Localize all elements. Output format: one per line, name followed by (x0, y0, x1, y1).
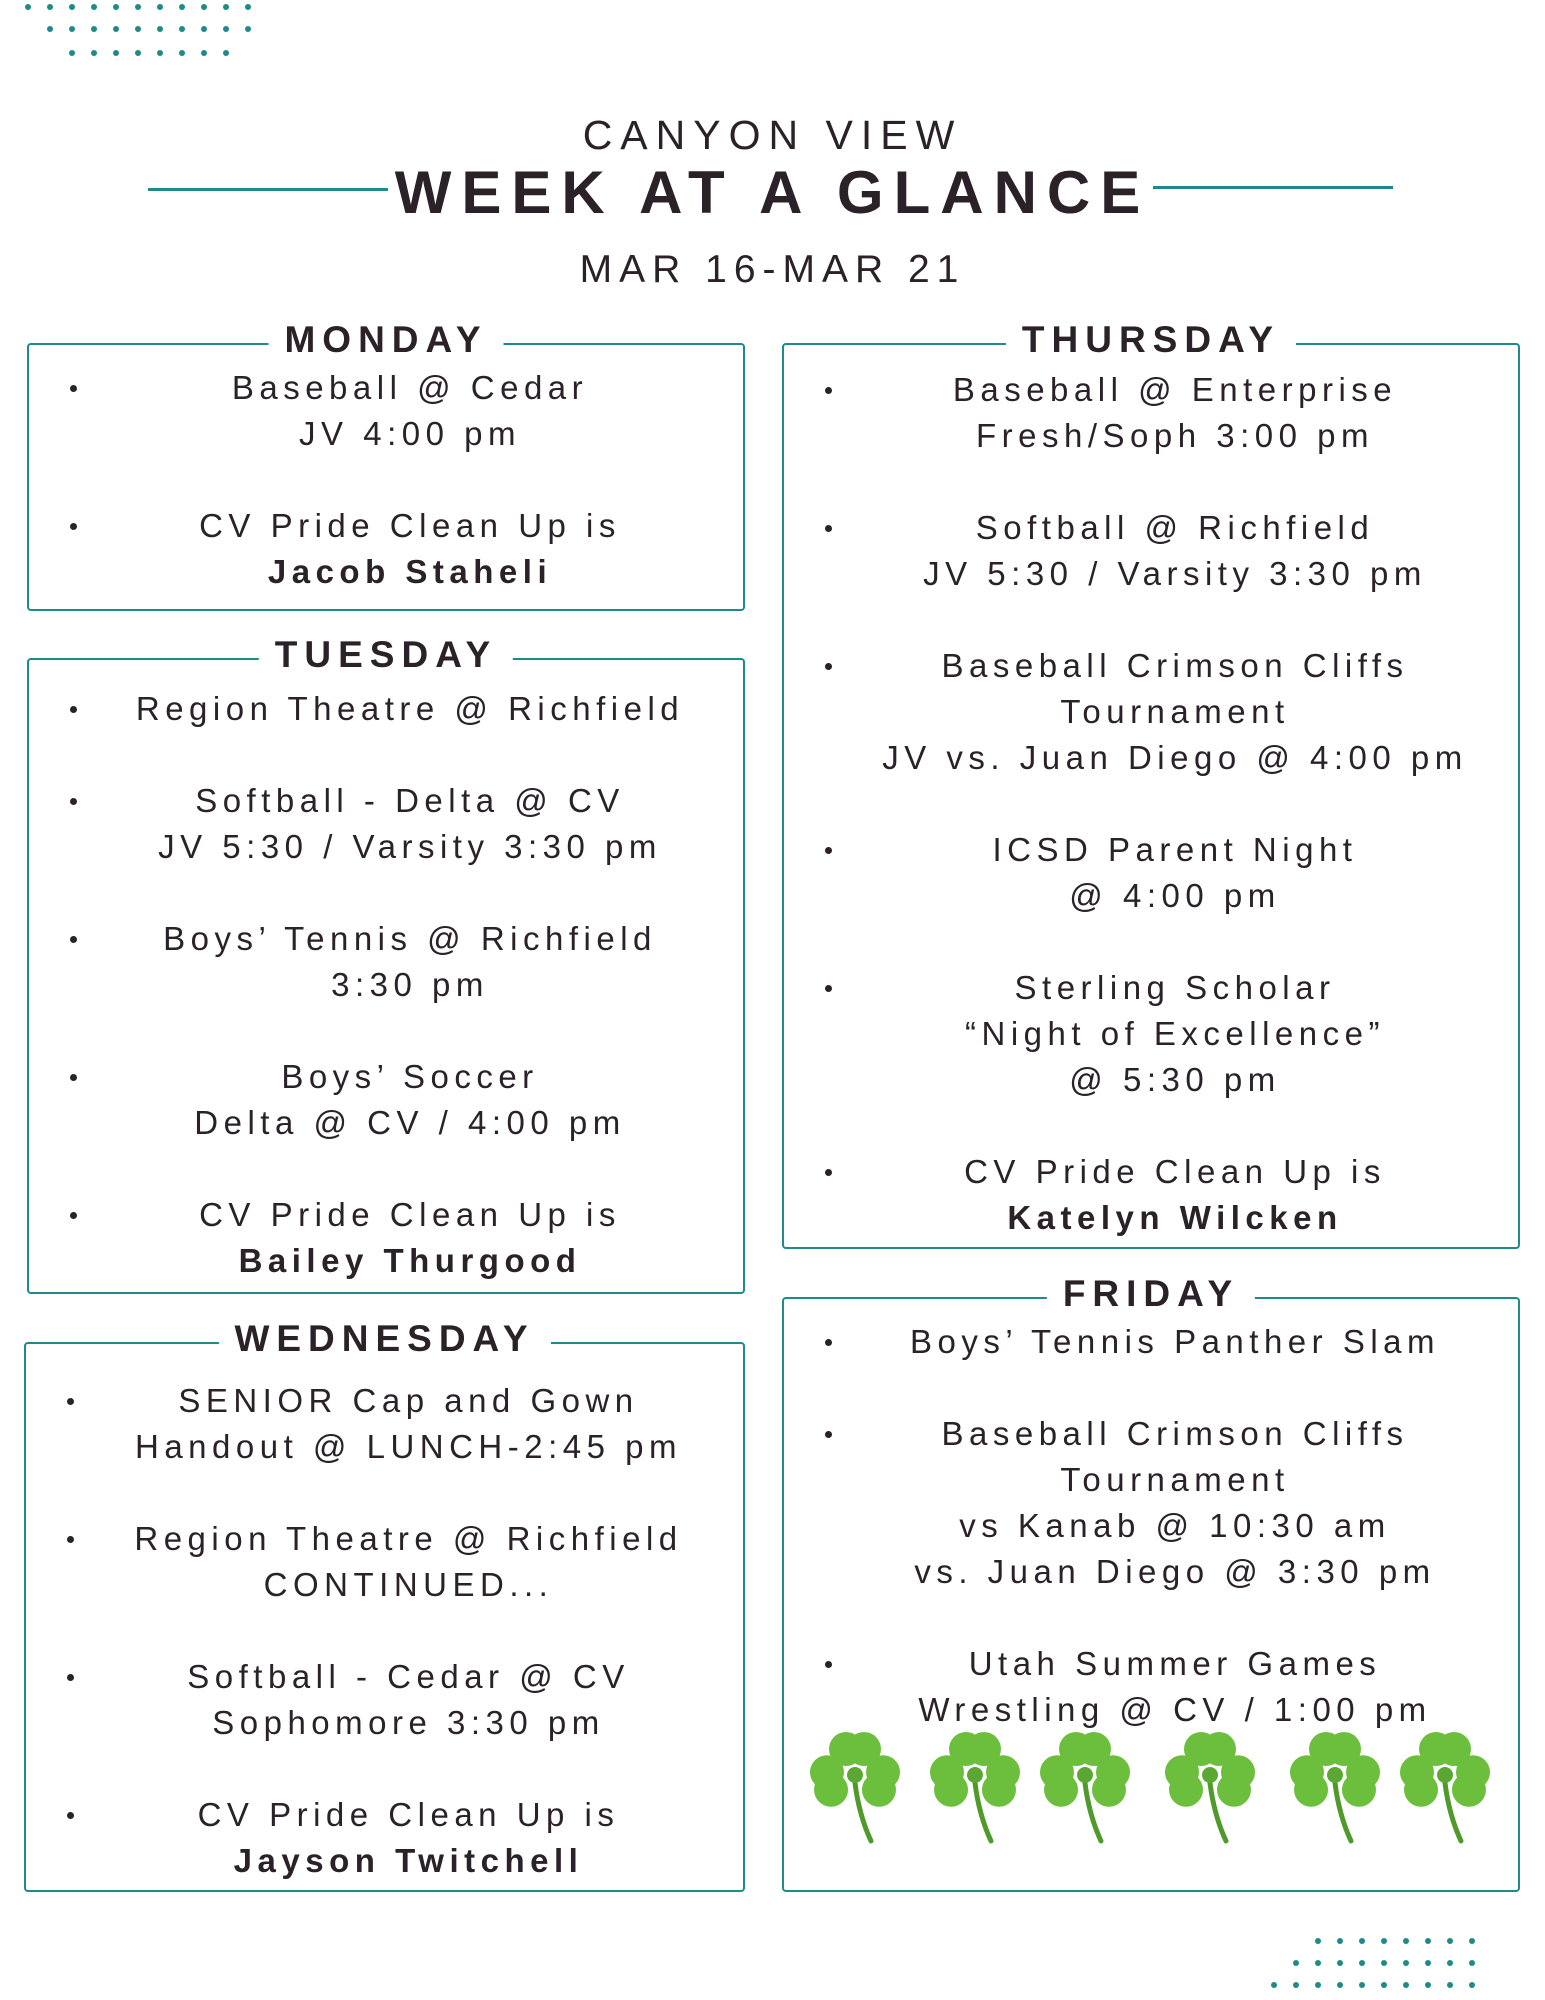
dot-pattern-bottom-right (1260, 1930, 1530, 2000)
dot-icon (1271, 1982, 1277, 1988)
event-text: Baseball Crimson Cliffs (941, 647, 1409, 684)
thursday-event-list (784, 367, 1518, 1241)
event-text: Boys’ Tennis Panther Slam (909, 1323, 1441, 1360)
event-item (784, 965, 1518, 1103)
event-text: Softball - Cedar @ CV (187, 1658, 630, 1695)
shamrock-row (800, 1720, 1500, 1850)
dot-icon (1447, 1960, 1453, 1966)
dot-icon (1425, 1960, 1431, 1966)
bullet-icon (825, 1661, 832, 1668)
dot-icon (135, 4, 141, 10)
event-item (26, 1654, 743, 1746)
event-text: 3:30 pm (331, 966, 489, 1003)
event-text: Fresh/Soph 3:00 pm (976, 417, 1374, 454)
bullet-icon (70, 385, 77, 392)
bullet-icon (825, 985, 832, 992)
event-text: CV Pride Clean Up is (964, 1153, 1386, 1190)
bullet-icon (825, 663, 832, 670)
dot-icon (47, 4, 53, 10)
dot-icon (201, 4, 207, 10)
event-text: ICSD Parent Night (992, 831, 1358, 868)
dot-icon (135, 50, 141, 56)
dot-icon (1315, 1960, 1321, 1966)
event-text: Softball @ Richfield (975, 509, 1375, 546)
event-text: Baseball @ Enterprise (952, 371, 1398, 408)
event-text: CV Pride Clean Up is (199, 507, 621, 544)
dot-icon (1447, 1938, 1453, 1944)
bullet-icon (70, 1074, 77, 1081)
dot-icon (1293, 1960, 1299, 1966)
dot-icon (1315, 1938, 1321, 1944)
dot-icon (1469, 1982, 1475, 1988)
event-text: Delta @ CV / 4:00 pm (194, 1104, 626, 1141)
event-text: JV 5:30 / Varsity 3:30 pm (158, 828, 662, 865)
event-text: Sterling Scholar (1014, 969, 1336, 1006)
event-text: “Night of Excellence” (965, 1015, 1385, 1052)
event-item (26, 1792, 743, 1884)
event-item (784, 1319, 1518, 1365)
event-text: Tournament (1060, 1461, 1290, 1498)
dot-icon (1381, 1982, 1387, 1988)
dot-icon (25, 4, 31, 10)
event-text: JV 4:00 pm (299, 415, 521, 452)
dot-icon (135, 26, 141, 32)
dot-icon (69, 26, 75, 32)
dot-icon (1359, 1960, 1365, 1966)
bullet-icon (70, 706, 77, 713)
friday-event-list (784, 1319, 1518, 1733)
tuesday-event-list (29, 686, 743, 1284)
event-item (26, 1516, 743, 1608)
dot-icon (1425, 1938, 1431, 1944)
dot-icon (245, 26, 251, 32)
dot-icon (113, 50, 119, 56)
bullet-icon (825, 1339, 832, 1346)
bullet-icon (825, 1169, 832, 1176)
event-item (29, 686, 743, 732)
bullet-icon (825, 387, 832, 394)
event-item (29, 1192, 743, 1284)
event-text: SENIOR Cap and Gown (178, 1382, 639, 1419)
dot-icon (245, 4, 251, 10)
day-label-thursday: THURSDAY (1006, 319, 1296, 361)
event-text: CV Pride Clean Up is (199, 1196, 621, 1233)
clean-up-name: Jacob Staheli (267, 553, 553, 590)
event-item (784, 827, 1518, 919)
dot-icon (201, 26, 207, 32)
bullet-icon (67, 1812, 74, 1819)
dot-icon (1315, 1982, 1321, 1988)
day-label-wednesday: WEDNESDAY (218, 1318, 550, 1360)
shamrock-icon (1040, 1732, 1130, 1841)
bullet-icon (70, 798, 77, 805)
dot-icon (201, 50, 207, 56)
event-item (29, 1054, 743, 1146)
event-text: Sophomore 3:30 pm (212, 1704, 605, 1741)
shamrock-icon (1290, 1732, 1380, 1841)
bullet-icon (67, 1398, 74, 1405)
event-item (784, 1149, 1518, 1241)
dot-icon (1359, 1938, 1365, 1944)
monday-event-list (29, 365, 743, 595)
school-name: CANYON VIEW (582, 112, 963, 158)
event-item (784, 643, 1518, 781)
event-text: Softball - Delta @ CV (195, 782, 625, 819)
dot-icon (69, 50, 75, 56)
event-text: @ 4:00 pm (1069, 877, 1281, 914)
event-text: Wrestling @ CV / 1:00 pm (918, 1691, 1432, 1728)
shamrock-icon (930, 1732, 1020, 1841)
dot-icon (179, 4, 185, 10)
dot-icon (157, 4, 163, 10)
event-text: Utah Summer Games (968, 1645, 1382, 1682)
day-label-friday: FRIDAY (1047, 1273, 1255, 1315)
event-item (29, 916, 743, 1008)
shamrock-icon (1400, 1732, 1490, 1841)
dot-icon (1381, 1938, 1387, 1944)
event-item (784, 367, 1518, 459)
dot-icon (157, 50, 163, 56)
clean-up-name: Bailey Thurgood (238, 1242, 582, 1279)
event-text: Boys’ Soccer (281, 1058, 539, 1095)
day-label-monday: MONDAY (268, 319, 503, 361)
dot-icon (223, 26, 229, 32)
dot-icon (91, 26, 97, 32)
bullet-icon (825, 525, 832, 532)
clean-up-name: Jayson Twitchell (233, 1842, 584, 1879)
dot-icon (1381, 1960, 1387, 1966)
day-box-monday (27, 319, 745, 611)
bullet-icon (70, 523, 77, 530)
day-box-thursday (782, 319, 1520, 1249)
dot-icon (1403, 1982, 1409, 1988)
shamrock-icon (810, 1732, 900, 1841)
bullet-icon (825, 847, 832, 854)
bullet-icon (70, 936, 77, 943)
dot-icon (223, 50, 229, 56)
dot-pattern-top-left (20, 0, 280, 62)
event-item (29, 365, 743, 457)
dot-icon (1337, 1960, 1343, 1966)
bullet-icon (70, 1212, 77, 1219)
event-item (29, 778, 743, 870)
day-label-tuesday: TUESDAY (259, 634, 513, 676)
event-text: Baseball @ Cedar (231, 369, 589, 406)
bullet-icon (825, 1431, 832, 1438)
clean-up-name: Katelyn Wilcken (1007, 1199, 1343, 1236)
event-text: Handout @ LUNCH-2:45 pm (134, 1428, 682, 1465)
dot-icon (1337, 1938, 1343, 1944)
event-text: JV vs. Juan Diego @ 4:00 pm (882, 739, 1468, 776)
event-text: JV 5:30 / Varsity 3:30 pm (923, 555, 1427, 592)
date-range: MAR 16-MAR 21 (579, 248, 966, 291)
bullet-icon (67, 1674, 74, 1681)
event-text: @ 5:30 pm (1069, 1061, 1281, 1098)
event-text: Tournament (1060, 693, 1290, 730)
dot-icon (1447, 1982, 1453, 1988)
wednesday-event-list (26, 1378, 743, 1884)
dot-icon (91, 4, 97, 10)
dot-icon (91, 50, 97, 56)
dot-icon (157, 26, 163, 32)
shamrock-icon (1165, 1732, 1255, 1841)
dot-icon (1359, 1982, 1365, 1988)
event-item (29, 503, 743, 595)
dot-icon (47, 26, 53, 32)
day-box-wednesday (24, 1318, 745, 1892)
event-text: Region Theatre @ Richfield (134, 1520, 683, 1557)
event-item (26, 1378, 743, 1470)
event-text: vs. Juan Diego @ 3:30 pm (914, 1553, 1436, 1590)
dot-icon (1469, 1938, 1475, 1944)
dot-icon (1425, 1982, 1431, 1988)
day-box-tuesday (27, 634, 745, 1294)
dot-icon (1337, 1982, 1343, 1988)
dot-icon (69, 4, 75, 10)
dot-icon (179, 50, 185, 56)
dot-icon (1469, 1960, 1475, 1966)
dot-icon (113, 26, 119, 32)
bullet-icon (67, 1536, 74, 1543)
event-item (784, 505, 1518, 597)
dot-icon (1403, 1938, 1409, 1944)
event-text: Region Theatre @ Richfield (135, 690, 685, 727)
dot-icon (223, 4, 229, 10)
event-text: Baseball Crimson Cliffs (941, 1415, 1409, 1452)
header-rule-right (1153, 186, 1393, 189)
page-title: WEEK AT A GLANCE (394, 159, 1151, 226)
dot-icon (1293, 1982, 1299, 1988)
event-text: CONTINUED... (263, 1566, 554, 1603)
event-text: Boys’ Tennis @ Richfield (163, 920, 657, 957)
event-item (784, 1411, 1518, 1595)
event-text: CV Pride Clean Up is (197, 1796, 620, 1833)
dot-icon (1403, 1960, 1409, 1966)
event-text: vs Kanab @ 10:30 am (959, 1507, 1391, 1544)
dot-icon (113, 4, 119, 10)
dot-icon (179, 26, 185, 32)
